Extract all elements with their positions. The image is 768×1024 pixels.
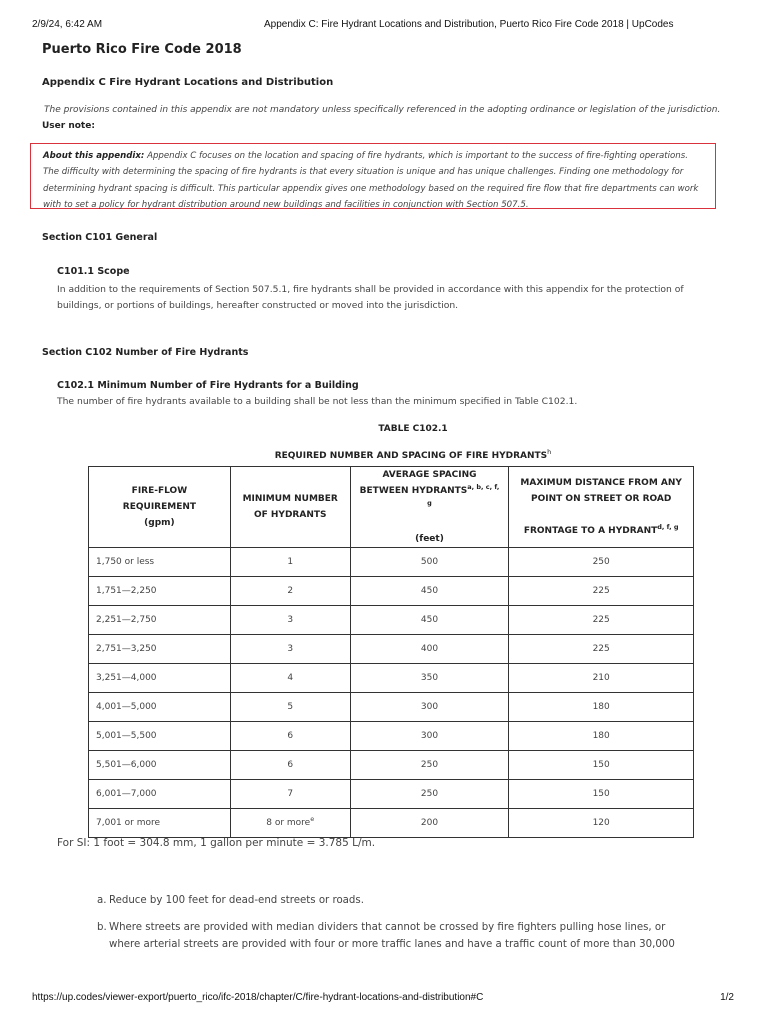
cell-hydrants-value: 7 — [287, 789, 294, 799]
cell-hydrants — [230, 722, 350, 751]
cell-hydrants-value: 2 — [287, 586, 294, 596]
cell-distance: 180 — [509, 722, 694, 751]
table-caption — [42, 448, 768, 461]
about-text: Appendix C focuses on the location and spacing of fire hydrants, which is important to the success of fire-fighting operations. The difficulty with determining the spacing of fire hydrants is that every situation is unique and has unique challenges. Finding one methodology for determining hydrant spacing is difficult. This particular appendix gives one methodology based on the required fire flow that fire departments can work with to set a policy for hydrant distribution around new buildings and facilities in conjunction with Section 507.5. — [43, 151, 699, 210]
cell-hydrants-value: 6 — [287, 760, 294, 770]
header-max-distance-line1: MAXIMUM DISTANCE FROM ANY — [520, 478, 682, 488]
header-max-distance-sup: d, f, g — [657, 523, 679, 531]
print-url[interactable]: https://up.codes/viewer-export/puerto_rico/ifc-2018/chapter/C/fire-hydrant-locations-and-distribution#C — [32, 992, 484, 1003]
header-fire-flow-unit: (gpm) — [144, 518, 175, 528]
table-row — [89, 635, 694, 664]
cell-spacing: 250 — [350, 751, 509, 780]
cell-flow: 4,001—5,000 — [89, 693, 231, 722]
footnote — [97, 892, 697, 909]
table-row — [89, 693, 694, 722]
table-caption-sup: h — [547, 448, 552, 456]
cell-hydrants — [230, 693, 350, 722]
cell-distance: 120 — [509, 809, 694, 838]
cell-spacing: 450 — [350, 577, 509, 606]
table-row — [89, 606, 694, 635]
footnote — [97, 919, 697, 953]
header-fire-flow — [89, 467, 231, 548]
table-row — [89, 780, 694, 809]
about-label: About this appendix: — [43, 151, 145, 161]
table-row — [89, 722, 694, 751]
table-row — [89, 751, 694, 780]
header-min-hydrants-line1: MINIMUM NUMBER — [242, 494, 338, 504]
table-label: TABLE C102.1 — [378, 424, 448, 434]
cell-spacing: 300 — [350, 722, 509, 751]
cell-spacing: 500 — [350, 548, 509, 577]
cell-spacing: 400 — [350, 635, 509, 664]
header-min-hydrants — [230, 467, 350, 548]
table-row — [89, 664, 694, 693]
cell-flow: 6,001—7,000 — [89, 780, 231, 809]
print-header — [32, 19, 736, 33]
cell-spacing: 450 — [350, 606, 509, 635]
cell-flow: 2,751—3,250 — [89, 635, 231, 664]
table-row — [89, 548, 694, 577]
table-caption-text: REQUIRED NUMBER AND SPACING OF FIRE HYDRANTS — [274, 451, 548, 461]
cell-spacing: 250 — [350, 780, 509, 809]
cell-distance: 150 — [509, 780, 694, 809]
cell-distance: 225 — [509, 577, 694, 606]
cell-flow: 1,751—2,250 — [89, 577, 231, 606]
header-avg-spacing-line2: BETWEEN HYDRANTS — [359, 486, 468, 496]
cell-distance: 150 — [509, 751, 694, 780]
section-c101-heading: Section C101 General — [42, 232, 158, 243]
cell-distance: 250 — [509, 548, 694, 577]
cell-distance: 225 — [509, 635, 694, 664]
cell-hydrants-value: 3 — [287, 644, 294, 654]
cell-spacing: 350 — [350, 664, 509, 693]
header-avg-spacing — [350, 467, 509, 548]
user-note-label: User note: — [42, 121, 95, 131]
cell-flow: 5,001—5,500 — [89, 722, 231, 751]
cell-hydrants-sup: e — [310, 815, 315, 823]
cell-hydrants-value: 4 — [287, 673, 294, 683]
cell-hydrants-value: 1 — [287, 557, 294, 567]
footnote-text: Where streets are provided with median dividers that cannot be crossed by fire fighters pulling hose lines, or where arterial streets are provided with four or more traffic lanes and have a traffic count of more than 30,000 — [109, 922, 675, 950]
cell-flow: 1,750 or less — [89, 548, 231, 577]
print-title: Appendix C: Fire Hydrant Locations and Distribution, Puerto Rico Fire Code 2018 | UpCodes — [264, 19, 674, 30]
cell-flow: 3,251—4,000 — [89, 664, 231, 693]
header-max-distance-line2: POINT ON STREET OR ROAD — [531, 494, 672, 504]
cell-spacing: 200 — [350, 809, 509, 838]
cell-hydrants-value: 6 — [287, 731, 294, 741]
cell-flow: 7,001 or more — [89, 809, 231, 838]
cell-hydrants — [230, 809, 350, 838]
header-avg-spacing-unit: (feet) — [415, 534, 444, 544]
table-footnotes — [97, 892, 697, 963]
page-number: 1/2 — [720, 992, 734, 1003]
cell-hydrants-value: 3 — [287, 615, 294, 625]
footnote-letter: b. — [97, 922, 107, 933]
header-max-distance-line3: FRONTAGE TO A HYDRANT — [523, 526, 658, 536]
cell-hydrants — [230, 548, 350, 577]
cell-hydrants — [230, 780, 350, 809]
cell-flow: 5,501—6,000 — [89, 751, 231, 780]
cell-hydrants — [230, 635, 350, 664]
cell-hydrants — [230, 664, 350, 693]
footnote-text: Reduce by 100 feet for dead-end streets or roads. — [109, 895, 364, 906]
footnote-letter: a. — [97, 895, 107, 906]
cell-flow: 2,251—2,750 — [89, 606, 231, 635]
c102-1-heading: C102.1 Minimum Number of Fire Hydrants for a Building — [57, 380, 359, 391]
section-c102-heading: Section C102 Number of Fire Hydrants — [42, 347, 249, 358]
provisions-note: The provisions contained in this appendix are not mandatory unless specifically referenced in the adopting ordinance or legislation of the jurisdiction. — [44, 105, 721, 115]
table-header-row — [89, 467, 694, 548]
cell-hydrants — [230, 577, 350, 606]
cell-hydrants — [230, 606, 350, 635]
cell-spacing: 300 — [350, 693, 509, 722]
table-row — [89, 809, 694, 838]
table-row — [89, 577, 694, 606]
cell-hydrants — [230, 751, 350, 780]
header-min-hydrants-line2: OF HYDRANTS — [253, 510, 327, 520]
c102-1-text: The number of fire hydrants available to a building shall be not less than the minimum specified in Table C102.1. — [57, 396, 578, 407]
header-avg-spacing-line1: AVERAGE SPACING — [382, 470, 477, 480]
print-footer — [32, 992, 736, 1006]
c101-1-text: In addition to the requirements of Section 507.5.1, fire hydrants shall be provided in accordance with this appendix for the protection of buildings, or portions of buildings, hereafter constructed or moved into the jurisdiction. — [57, 284, 684, 311]
print-date: 2/9/24, 6:42 AM — [32, 19, 103, 30]
c101-1-heading: C101.1 Scope — [57, 266, 130, 277]
code-title: Puerto Rico Fire Code 2018 — [42, 42, 242, 57]
cell-distance: 210 — [509, 664, 694, 693]
cell-hydrants-value: 5 — [287, 702, 294, 712]
about-appendix-box — [30, 143, 716, 209]
hydrant-table — [88, 466, 694, 838]
header-fire-flow-line1: FIRE-FLOW REQUIREMENT — [122, 486, 197, 512]
cell-distance: 180 — [509, 693, 694, 722]
appendix-title: Appendix C Fire Hydrant Locations and Distribution — [42, 77, 334, 88]
si-conversion-note: For SI: 1 foot = 304.8 mm, 1 gallon per minute = 3.785 L/m. — [57, 837, 376, 849]
cell-hydrants-value: 8 or more — [266, 818, 311, 828]
cell-distance: 225 — [509, 606, 694, 635]
header-max-distance — [509, 467, 694, 548]
header-avg-spacing-sup: a, b, c, f, g — [427, 483, 500, 507]
